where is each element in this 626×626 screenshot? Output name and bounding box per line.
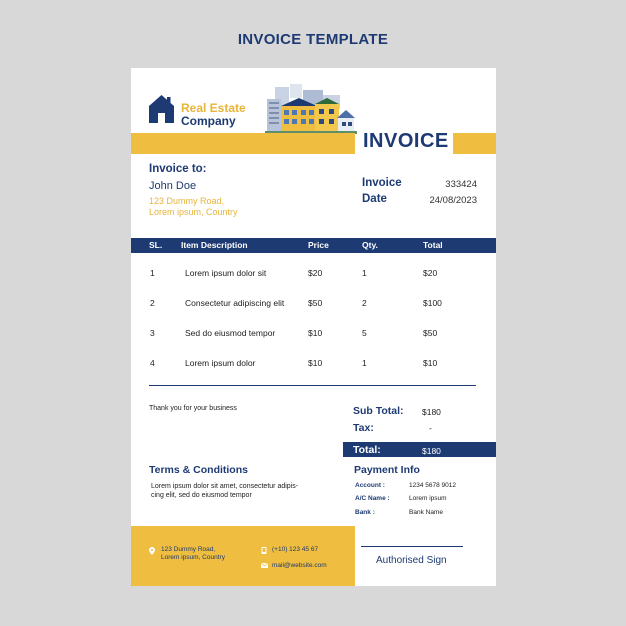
company-name-line2: Company — [181, 114, 236, 128]
thanks-note: Thank you for your business — [149, 405, 237, 412]
footer-address — [161, 546, 225, 562]
terms-text — [151, 482, 311, 500]
phone-icon — [261, 547, 267, 554]
footer-address-line1: 123 Dummy Road, — [161, 546, 216, 553]
row-description: Lorem ipsum dolor — [185, 358, 256, 368]
row-sl: 1 — [150, 268, 155, 278]
row-qty: 2 — [362, 298, 367, 308]
footer-address-line2: Lorem ipsum, Country — [161, 554, 225, 561]
client-name: John Doe — [149, 180, 197, 192]
row-price: $20 — [308, 268, 323, 278]
invoice-number: 333424 — [445, 179, 477, 190]
signature-label: Authorised Sign — [376, 555, 447, 566]
row-total: $10 — [423, 358, 438, 368]
bank-label: Bank : — [355, 509, 375, 516]
table-divider — [149, 385, 476, 386]
terms-title: Terms & Conditions — [149, 464, 248, 476]
client-address-line2: Lorem ipsum, Country — [149, 207, 238, 217]
table-row — [131, 358, 496, 372]
bank-value: Bank Name — [409, 509, 443, 516]
ac-name-value: Lorem ipsum — [409, 495, 447, 502]
row-qty: 5 — [362, 328, 367, 338]
row-price: $10 — [308, 358, 323, 368]
row-sl: 3 — [150, 328, 155, 338]
row-description: Sed do eiusmod tempor — [185, 328, 276, 338]
total-label: Total: — [353, 444, 381, 456]
row-qty: 1 — [362, 358, 367, 368]
footer-phone: (+10) 123 45 67 — [272, 546, 319, 553]
header-price: Price — [308, 240, 329, 250]
row-sl: 2 — [150, 298, 155, 308]
invoice-date: 24/08/2023 — [429, 195, 477, 206]
header-sl: SL. — [149, 240, 163, 250]
payment-title: Payment Info — [354, 464, 420, 476]
company-name — [181, 102, 246, 128]
terms-line2: cing elit, sed do eiusmod tempor — [151, 492, 252, 499]
table-row — [131, 298, 496, 312]
row-description: Consectetur adipiscing elit — [185, 298, 285, 308]
table-header — [131, 238, 496, 253]
house-logo-icon — [148, 94, 175, 124]
page-title: INVOICE TEMPLATE — [237, 31, 389, 48]
invoice-to-label: Invoice to: — [149, 163, 207, 175]
header-band-left — [131, 133, 355, 154]
invoice-heading: INVOICE — [363, 130, 449, 152]
company-name-line1: Real Estate — [181, 101, 246, 115]
row-sl: 4 — [150, 358, 155, 368]
header-total: Total — [423, 240, 443, 250]
signature-line — [361, 546, 463, 547]
header-qty: Qty. — [362, 240, 378, 250]
row-total: $50 — [423, 328, 438, 338]
header-band-right — [453, 133, 496, 154]
row-price: $50 — [308, 298, 323, 308]
account-label: Account : — [355, 482, 385, 489]
client-address-line1: 123 Dummy Road, — [149, 196, 225, 206]
account-value: 1234 5678 9012 — [409, 482, 456, 489]
tax-label: Tax: — [353, 422, 374, 434]
invoice-sheet — [131, 68, 496, 586]
buildings-illustration — [265, 84, 357, 134]
header-description: Item Description — [181, 240, 248, 250]
tax-value: - — [429, 423, 432, 433]
mail-icon — [261, 563, 268, 568]
footer-email: mail@website.com — [272, 562, 327, 569]
table-row — [131, 268, 496, 282]
table-row — [131, 328, 496, 342]
invoice-number-label: Invoice — [362, 177, 402, 189]
row-price: $10 — [308, 328, 323, 338]
footer-contact-band — [131, 526, 355, 586]
terms-line1: Lorem ipsum dolor sit amet, consectetur adipis- — [151, 483, 299, 490]
row-qty: 1 — [362, 268, 367, 278]
row-description: Lorem ipsum dolor sit — [185, 268, 267, 278]
subtotal-label: Sub Total: — [353, 405, 404, 417]
ac-name-label: A/C Name : — [355, 495, 390, 502]
client-address — [149, 196, 238, 218]
date-label: Date — [362, 193, 387, 205]
row-total: $100 — [423, 298, 442, 308]
location-icon — [149, 547, 155, 555]
total-value: $180 — [422, 446, 441, 456]
row-total: $20 — [423, 268, 438, 278]
subtotal-value: $180 — [422, 407, 441, 417]
